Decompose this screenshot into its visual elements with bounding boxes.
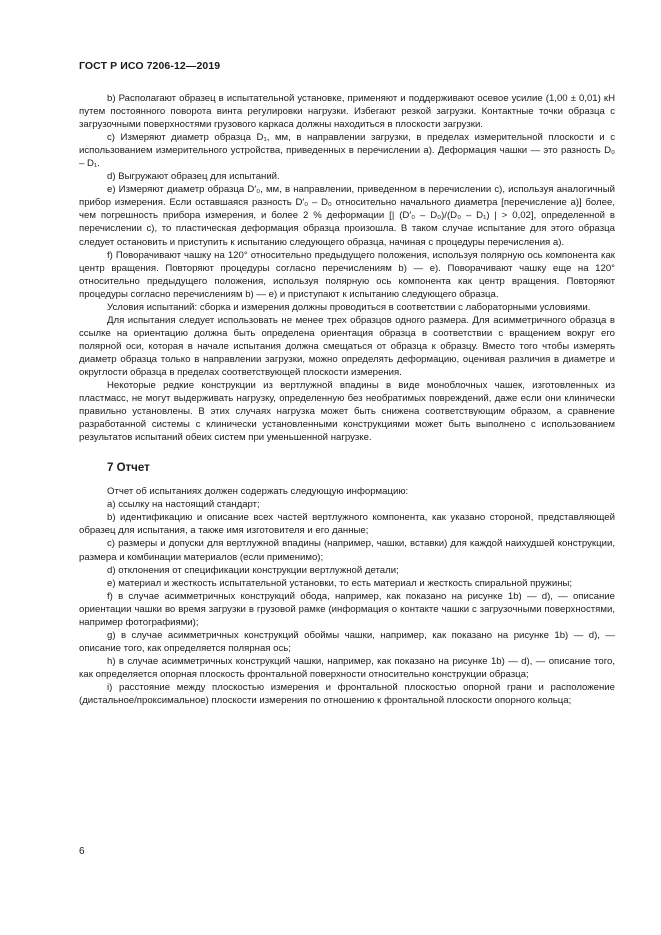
section-heading-report: 7 Отчет [107,462,150,475]
report-item-h: h) в случае асимметричных конструкций чашки, например, как показано на рисунке 1b) — d), — описание того, как определяется опорная плоскость фронтальной поверхности относительно конструкции образца; [79,655,615,680]
sample-count-paragraph: Для испытания следует использовать не менее трех образцов одного размера. Для асимметричного образца в ссылке на ориентацию должна быть определена ориентация образца в соответствии с вращением вокруг его полярной оси, которая в начале испытания должна смещаться от образца к образцу. Вместо того чтобы измерять диаметр образца только в направлении загрузки, можно определять деформацию, оценивая различия в диаметре и округлости образца в пределах соответствующей плоскости измерения. [79,314,615,378]
procedure-item-f: f) Поворачивают чашку на 120° относительно предыдущего положения, используя полярную ось компонента как центр вращения. Повторяют процедуры согласно перечислениям b) — e). Поворачивают чашку еще на 120° относительно предыдущего положения, используя полярную ось компонента как центр вращения. Повторяют процедуры согласно перечислениям b) — e) и приступают к испытанию следующего образца. [79,249,615,300]
report-item-a: a) ссылку на настоящий стандарт; [107,499,260,511]
report-item-d: d) отклонения от спецификации конструкции вертлужной детали; [107,564,399,576]
procedure-item-d: d) Выгружают образец для испытаний. [107,171,280,183]
test-conditions-paragraph: Условия испытаний: сборка и измерения должны проводиться в соответствии с лабораторными условиями. [107,301,591,313]
report-item-c: c) размеры и допуски для вертлужной впадины (например, чашки, вставки) для каждой наихудшей конструкции, размера и комбинации материалов (если применимо); [79,538,615,563]
report-intro: Отчет об испытаниях должен содержать следующую информацию: [107,486,409,498]
document-body [79,92,615,707]
report-item-i: i) расстояние между плоскостью измерения и фронтальной плоскостью опорной грани и расположение (дистальное/проксимальное) плоскости измерения по отношению к фронтальной плоскости опорного кольца; [79,681,615,707]
report-item-f: f) в случае асимметричных конструкций обода, например, как показано на рисунке 1b) — d), — описание ориентации чашки во время загрузки в грузовой рамке (информация о контакте чашки с загрузочными поверхностями, например фотографиями); [79,590,615,628]
rare-designs-paragraph: Некоторые редкие конструкции из вертлужной впадины в виде моноблочных чашек, изготовленных из пластмасс, не могут выдерживать нагрузку, определенную без необратимых повреждений, даже если они клинически правильно установлены. В этих случаях нагрузка может быть снижена соответствующим образом, а сравнение разработанной системы с клинически установленными конструкциями может быть выполнено с использованием результатов испытаний обеих систем при уменьшенной нагрузке. [79,380,615,444]
test-procedure-paragraphs [79,92,615,444]
procedure-item-b: b) Располагают образец в испытательной установке, применяют и поддерживают осевое усилие (1,00 ± 0,01) кН путем постоянного поворота винта регулировки нагрузки. Избегают резкой загрузки. Контактные точки образца с загрузочными поверхностями грузового каркаса должны находиться в плоскости загрузки. [79,93,615,131]
procedure-item-c: c) Измеряют диаметр образца D₁, мм, в направлении загрузки, в пределах измерительной плоскости и с использованием измерительного устройства, приведенных в перечислении a). Деформация чашки — это разность D₀ – D₁. [79,132,615,170]
procedure-item-e: e) Измеряют диаметр образца D′₀, мм, в направлении, приведенном в перечислении c), используя аналогичный прибор измерения. Если оставшаяся разность D′₀ – D₀ относительно начального диаметра [перечисление a)] более, чем погрешность прибора измерения, и более 2 % деформации [| (D′₀ – D₀)/(D₀ – D₁) | > 0,02], определенной в перечислении c), то пластическая деформация образца произошла. В таком случае испытание для этого образца следует остановить и приступить к испытанию следующего образца, начиная с процедуры перечисления a). [79,184,615,248]
page-number: 6 [79,846,85,857]
report-item-e: e) материал и жесткость испытательной установки, то есть материал и жесткость спиральной пружины; [107,577,573,589]
report-item-g: g) в случае асимметричных конструкций обоймы чашки, например, как показано на рисунке 1b) — d), — описание того, как определяется полярная ось; [79,629,615,654]
document-header: ГОСТ Р ИСО 7206-12—2019 [79,60,221,72]
report-requirements-list [79,485,615,707]
report-item-b: b) идентификацию и описание всех частей вертлужного компонента, как указано стороной, представляющей образец для испытания, а также имя изготовителя и его данные; [79,512,615,537]
